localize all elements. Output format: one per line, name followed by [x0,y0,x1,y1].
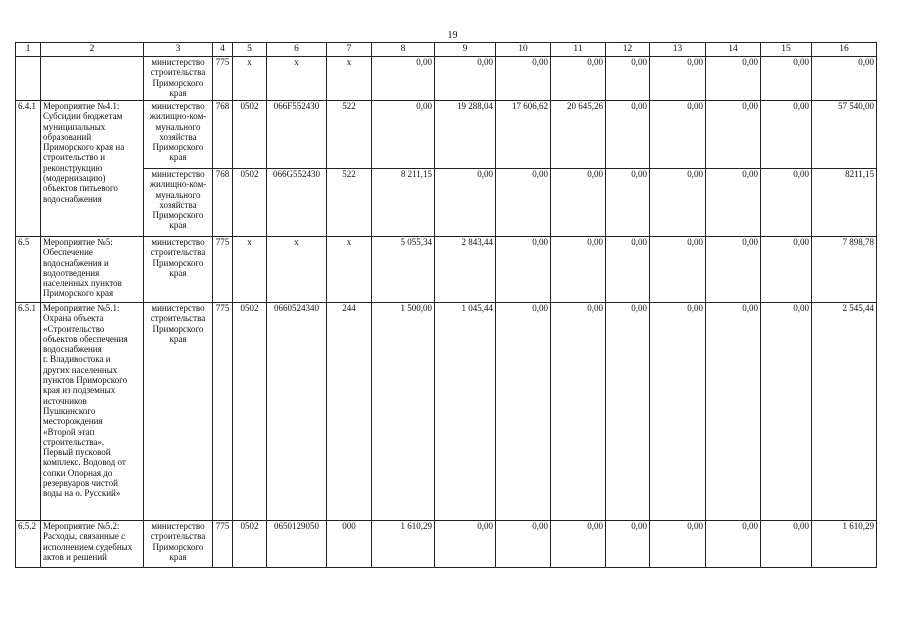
amount-cell: 0,00 [606,521,650,568]
amount-cell: 0,00 [496,237,551,303]
code-section: х [233,57,267,101]
amount-cell: 17 606,62 [496,101,551,169]
table-row [16,57,877,101]
column-header: 2 [41,43,144,57]
amount-cell: 0,00 [650,237,706,303]
amount-cell: 0,00 [650,101,706,169]
column-header: 6 [267,43,327,57]
amount-cell: 0,00 [812,57,877,101]
amount-cell: 1 610,29 [372,521,435,568]
amount-cell: 1 500,00 [372,303,435,521]
column-header: 12 [606,43,650,57]
amount-cell: 2 545,44 [812,303,877,521]
executor: министерство строительства Приморского края [144,303,213,521]
measure-name: Мероприятие №5: Обеспечение водоснабжения и водоотведения населенных пунктов Приморского края [41,237,144,303]
code-expense-type: 244 [327,303,372,521]
page-number: 19 [447,30,458,41]
code-target: 0660524340 [267,303,327,521]
column-header: 14 [706,43,761,57]
code-target: 066G552430 [267,169,327,237]
amount-cell: 0,00 [706,57,761,101]
amount-cell: 0,00 [551,237,606,303]
table-row [16,169,877,237]
amount-cell: 0,00 [761,57,812,101]
code-target: 0650129050 [267,521,327,568]
column-header: 16 [812,43,877,57]
row-number: 6.5 [16,237,41,303]
table-row [16,303,877,521]
amount-cell: 0,00 [706,521,761,568]
column-header: 10 [496,43,551,57]
amount-cell: 57 540,00 [812,101,877,169]
column-header: 13 [650,43,706,57]
amount-cell: 8 211,15 [372,169,435,237]
code-expense-type: х [327,237,372,303]
amount-cell: 0,00 [372,57,435,101]
column-header: 8 [372,43,435,57]
amount-cell: 20 645,26 [551,101,606,169]
amount-cell: 5 055,34 [372,237,435,303]
code-expense-type: 522 [327,169,372,237]
amount-cell: 0,00 [606,237,650,303]
code-section: 0502 [233,303,267,521]
amount-cell: 0,00 [496,303,551,521]
executor: министерство строительства Приморского края [144,521,213,568]
amount-cell: 0,00 [706,237,761,303]
amount-cell: 8211,15 [812,169,877,237]
amount-cell: 0,00 [551,169,606,237]
amount-cell: 0,00 [650,57,706,101]
code-grbs: 775 [213,521,233,568]
code-target: 066F552430 [267,101,327,169]
column-header: 1 [16,43,41,57]
executor: министерство строительства Приморского края [144,237,213,303]
amount-cell: 0,00 [761,303,812,521]
code-grbs: 775 [213,237,233,303]
code-grbs: 768 [213,169,233,237]
executor: министерство жилищно-ком- мунального хозяйства Приморского края [144,169,213,237]
amount-cell: 0,00 [551,303,606,521]
amount-cell: 19 288,04 [435,101,496,169]
column-header: 15 [761,43,812,57]
amount-cell: 0,00 [606,169,650,237]
code-section: 0502 [233,169,267,237]
amount-cell: 0,00 [650,303,706,521]
amount-cell: 0,00 [435,521,496,568]
column-header: 9 [435,43,496,57]
amount-cell: 1 610,29 [812,521,877,568]
row-number: 6.4.1 [16,101,41,237]
code-target: х [267,237,327,303]
row-number [16,57,41,101]
code-section: х [233,237,267,303]
column-header: 7 [327,43,372,57]
code-expense-type: х [327,57,372,101]
measure-name: Мероприятие №5.1: Охрана объекта «Строительство объектов обеспечения водоснабжения г. Владивостока и других населенных пунктов Приморского края из подземных источников Пушкинского месторождения «Второй этап строительства». Первый пусковой комплекс. Водовод от сопки Опорная до резервуаров чистой воды на о. Русский» [41,303,144,521]
amount-cell: 0,00 [496,521,551,568]
code-section: 0502 [233,101,267,169]
row-number: 6.5.2 [16,521,41,568]
amount-cell: 0,00 [706,303,761,521]
measure-name: Мероприятие №4.1: Субсидии бюджетам муниципальных образований Приморского края на строительство и реконструкцию (модернизацию) объектов питьевого водоснабжения [41,101,144,237]
amount-cell: 1 045,44 [435,303,496,521]
row-number: 6.5.1 [16,303,41,521]
code-grbs: 775 [213,57,233,101]
column-header: 4 [213,43,233,57]
code-grbs: 768 [213,101,233,169]
budget-table [15,42,877,568]
code-section: 0502 [233,521,267,568]
column-header: 11 [551,43,606,57]
amount-cell: 0,00 [761,101,812,169]
amount-cell: 0,00 [496,169,551,237]
column-header: 5 [233,43,267,57]
header-row [16,43,877,57]
amount-cell: 0,00 [761,169,812,237]
amount-cell: 0,00 [435,57,496,101]
amount-cell: 2 843,44 [435,237,496,303]
table-row [16,101,877,169]
amount-cell: 0,00 [606,303,650,521]
table-row [16,237,877,303]
measure-name [41,57,144,101]
amount-cell: 0,00 [606,57,650,101]
amount-cell: 0,00 [551,521,606,568]
amount-cell: 7 898,78 [812,237,877,303]
code-grbs: 775 [213,303,233,521]
code-target: х [267,57,327,101]
amount-cell: 0,00 [606,101,650,169]
column-header: 3 [144,43,213,57]
amount-cell: 0,00 [372,101,435,169]
amount-cell: 0,00 [551,57,606,101]
amount-cell: 0,00 [706,169,761,237]
amount-cell: 0,00 [761,521,812,568]
table-row [16,521,877,568]
executor: министерство строительства Приморского края [144,57,213,101]
executor: министерство жилищно-ком- мунального хозяйства Приморского края [144,101,213,169]
code-expense-type: 000 [327,521,372,568]
code-expense-type: 522 [327,101,372,169]
amount-cell: 0,00 [496,57,551,101]
amount-cell: 0,00 [761,237,812,303]
amount-cell: 0,00 [650,521,706,568]
amount-cell: 0,00 [650,169,706,237]
amount-cell: 0,00 [435,169,496,237]
measure-name: Мероприятие №5.2: Расходы, связанные с исполнением судебных актов и решений [41,521,144,568]
amount-cell: 0,00 [706,101,761,169]
